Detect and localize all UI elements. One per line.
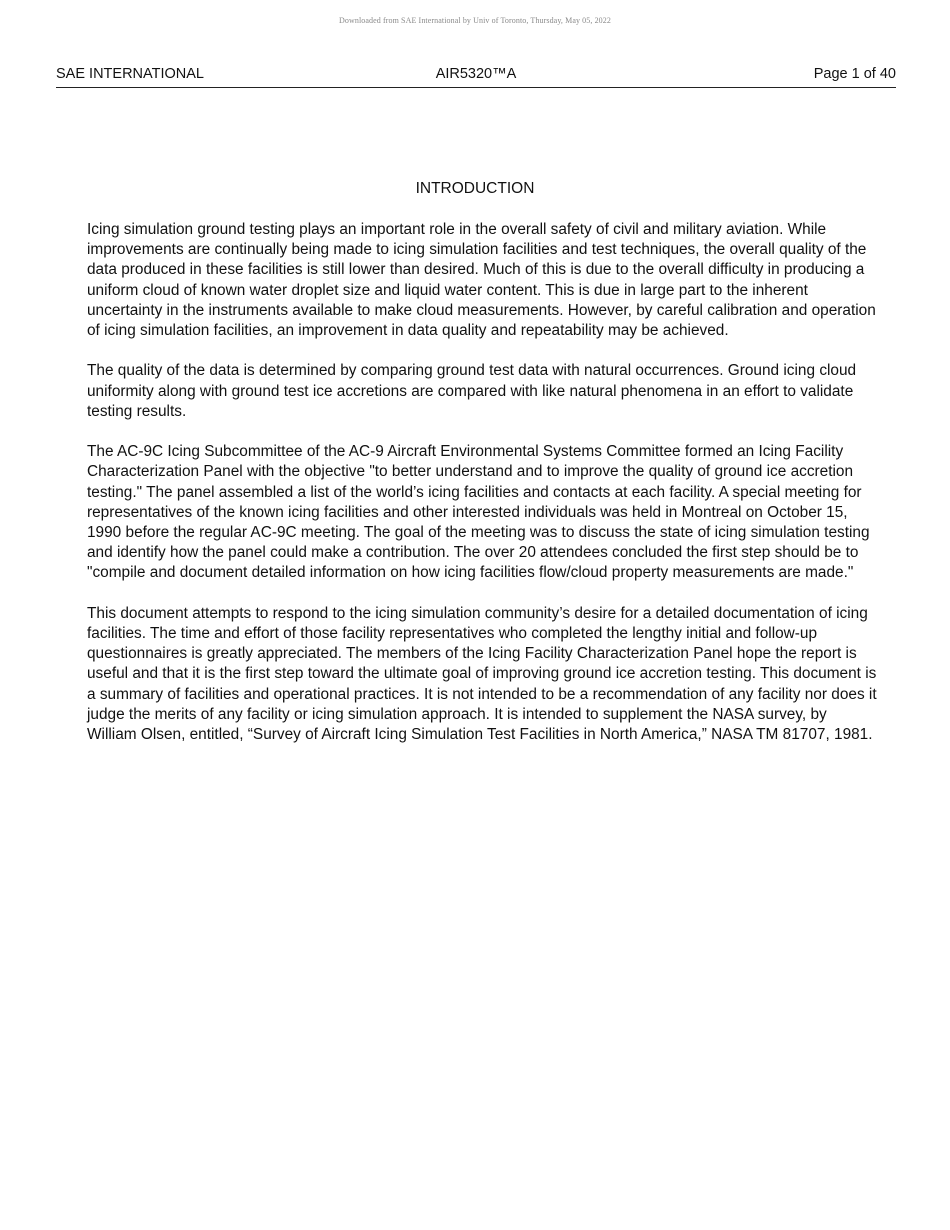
- header-organization: SAE INTERNATIONAL: [56, 66, 204, 82]
- introduction-body: [87, 220, 877, 765]
- header-document-id: AIR5320™A: [435, 66, 517, 82]
- header-page-info: Page 1 of 40: [813, 66, 896, 82]
- paragraph-2: The quality of the data is determined by comparing ground test data with natural occurrences. Ground icing cloud uniformity along with ground test ice accretions are compared with like natural phenomena in an effort to validate testing results.: [87, 362, 857, 420]
- page-header: [56, 66, 896, 88]
- paragraph-4: This document attempts to respond to the icing simulation community’s desire for a detailed documentation of icing facilities. The time and effort of those facility representatives who completed the lengthy initial and follow-up questionnaires is greatly appreciated. The members of the Icing Facility Characterization Panel hope the report is useful and that it is the first step toward the ultimate goal of improving ground ice accretion testing. This document is a summary of facilities and operational practices. It is not intended to be a recommendation of any facility nor does it judge the merits of any facility or icing simulation approach. It is intended to supplement the NASA survey, by William Olsen, entitled, “Survey of Aircraft Icing Simulation Test Facilities in North America,” NASA TM 81707, 1981.: [87, 604, 877, 744]
- paragraph-1: Icing simulation ground testing plays an important role in the overall safety of civil and military aviation. While improvements are continually being made to icing simulation facilities and test techniques, the overall quality of the data produced in these facilities is still lower than desired. Much of this is due to the overall difficulty in producing a uniform cloud of known water droplet size and liquid water content. This is due in large part to the inherent uncertainty in the instruments available to make cloud measurements. However, by careful calibration and operation of icing simulation facilities, an improvement in data quality and repeatability may be achieved.: [87, 221, 876, 340]
- download-notice: Downloaded from SAE International by Univ of Toronto, Thursday, May 05, 2022: [339, 16, 611, 25]
- section-title: INTRODUCTION: [415, 180, 535, 197]
- paragraph-3: The AC-9C Icing Subcommittee of the AC-9 Aircraft Environmental Systems Committee formed an Icing Facility Characterization Panel with the objective "to better understand and to improve the quality of ground ice accretion testing." The panel assembled a list of the world’s icing facilities and contacts at each facility. A special meeting for representatives of the known icing facilities and other interested individuals was held in Montreal on October 15, 1990 before the regular AC-9C meeting. The goal of the meeting was to discuss the state of icing simulation testing and identify how the panel could make a contribution. The over 20 attendees concluded the first step should be to "compile and document detailed information on how icing facilities flow/cloud property measurements are made.": [87, 443, 870, 582]
